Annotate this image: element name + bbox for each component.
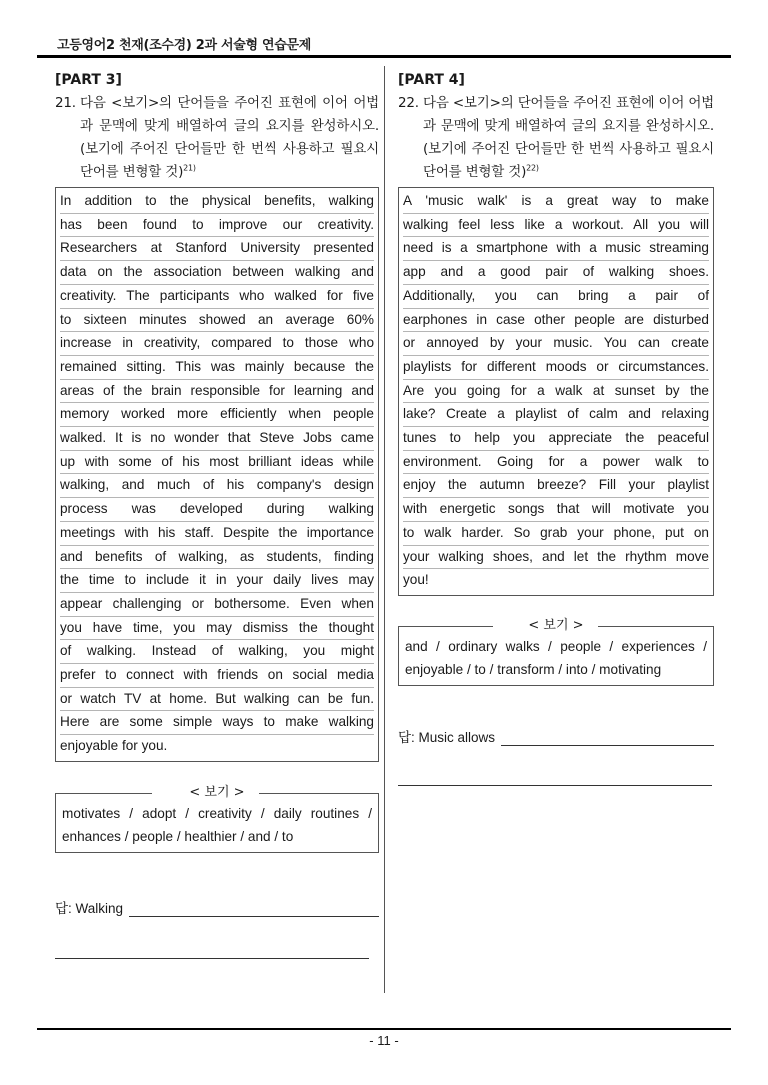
passage-line: walking, and much of his company's design [60, 474, 374, 498]
answer-line [55, 897, 379, 917]
passage-line: walking feel less like a workout. All you will [403, 214, 709, 238]
passage-box [55, 187, 379, 762]
bogi-words: motivates / adopt / creativity / daily routines / enhances / people / healthier / and / to [62, 805, 372, 844]
passage-line: data on the association between walking and [60, 261, 374, 285]
bogi-box [55, 784, 379, 853]
question-text: 다음 <보기>의 단어들을 주어진 표현에 이어 어법과 문맥에 맞게 배열하여 글의 요지를 완성하시오. (보기에 주어진 단어들만 한 번씩 사용하고 필요시 단어를 변형할 것) [423, 95, 714, 180]
passage-line: has been found to improve our creativity. [60, 214, 374, 238]
passage-line: enjoy the autumn breeze? Fill your playlist [403, 474, 709, 498]
part-3-heading: [PART 3] [55, 72, 122, 88]
answer-blank[interactable] [501, 730, 714, 746]
passage-line: tunes to help you appreciate the peaceful [403, 427, 709, 451]
passage-line: to walk harder. So grab your phone, put on [403, 522, 709, 546]
right-column [398, 70, 714, 786]
passage-line: with energetic songs that will motivate you [403, 498, 709, 522]
page-number: - 11 - [369, 1033, 399, 1048]
passage-line: lake? Create a playlist of calm and relaxing [403, 403, 709, 427]
passage-line: you have time, you may dismiss the thought [60, 617, 374, 641]
passage-line: or watch TV at home. But walking can be fun. [60, 688, 374, 712]
passage-line: you! [403, 572, 429, 588]
footnote-marker: 22) [526, 163, 539, 173]
passage-line: earphones in case other people are disturbed [403, 309, 709, 333]
bogi-title: < 보기 > [175, 785, 258, 800]
question-22 [398, 92, 714, 184]
bogi-box [398, 617, 714, 686]
passage-line: app and a good pair of walking shoes. [403, 261, 709, 285]
answer-line [398, 726, 714, 746]
bogi-words: and / ordinary walks / people / experiences / enjoyable / to / transform / into / motivating [405, 638, 707, 677]
passage-line: Additionally, you can bring a pair of [403, 285, 709, 309]
passage-box [398, 187, 714, 596]
question-21 [55, 92, 379, 184]
passage-line: remained sitting. This was mainly because the [60, 356, 374, 380]
answer-label: 답: Walking [55, 901, 124, 917]
passage-line: appear challenging or bothersome. Even when [60, 593, 374, 617]
passage-line: memory worked more efficiently when people [60, 403, 374, 427]
question-text: 다음 <보기>의 단어들을 주어진 표현에 이어 어법과 문맥에 맞게 배열하여 글의 요지를 완성하시오. (보기에 주어진 단어들만 한 번씩 사용하고 필요시 단어를 변형할 것) [80, 95, 379, 180]
passage-line: playlists for different moods or circumstances. [403, 356, 709, 380]
passage-line: prefer to connect with friends on social media [60, 664, 374, 688]
passage-line: increase in creativity, compared to those who [60, 332, 374, 356]
passage-line: up with some of his most brilliant ideas while [60, 451, 374, 475]
question-number: 22. [398, 95, 419, 111]
answer-blank[interactable] [129, 901, 379, 917]
passage-line: A 'music walk' is a great way to make [403, 190, 709, 214]
left-column [55, 70, 379, 959]
document-header: 고등영어2 천재(조수경) 2과 서술형 연습문제 [57, 38, 312, 53]
passage-line: your walking shoes, and let the rhythm move [403, 546, 709, 570]
passage-line: the time to include it in your daily lives may [60, 569, 374, 593]
passage-line: of walking. Instead of walking, you might [60, 640, 374, 664]
passage-line: Here are some simple ways to make walking [60, 711, 374, 735]
footnote-marker: 21) [183, 163, 196, 173]
passage-line: Researchers at Stanford University presented [60, 237, 374, 261]
passage-line: In addition to the physical benefits, walking [60, 190, 374, 214]
passage-line: creativity. The participants who walked for five [60, 285, 374, 309]
bogi-title: < 보기 > [514, 618, 597, 633]
passage-line: areas of the brain responsible for learning and [60, 380, 374, 404]
passage-line: walked. It is no wonder that Steve Jobs came [60, 427, 374, 451]
part-4-heading: [PART 4] [398, 72, 465, 88]
column-divider [384, 66, 385, 993]
passage-line: and benefits of walking, as students, finding [60, 546, 374, 570]
passage-line: meetings with his staff. Despite the importance [60, 522, 374, 546]
answer-blank-2[interactable] [398, 784, 712, 786]
passage-line: to sixteen minutes showed an average 60% [60, 309, 374, 333]
question-number: 21. [55, 95, 76, 111]
answer-blank-2[interactable] [55, 957, 369, 959]
passage-line: Are you going for a walk at sunset by the [403, 380, 709, 404]
passage-line: or annoyed by your music. You can create [403, 332, 709, 356]
header-rule [37, 55, 731, 58]
footer-rule [37, 1028, 731, 1030]
passage-line: need is a smartphone with a music streaming [403, 237, 709, 261]
answer-label: 답: Music allows [398, 730, 496, 746]
passage-line: environment. Going for a power walk to [403, 451, 709, 475]
passage-line: enjoyable for you. [60, 738, 168, 754]
passage-line: process was developed during walking [60, 498, 374, 522]
